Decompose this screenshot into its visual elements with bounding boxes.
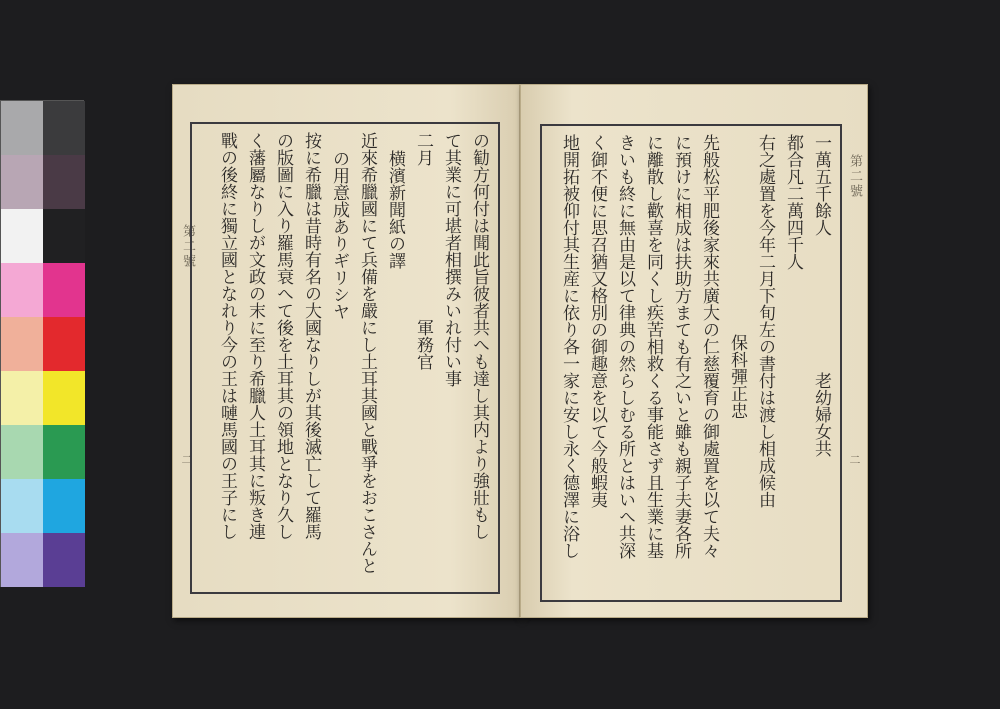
text-column: の勧方何付は聞此旨彼者共へも達し其内より強壯もし: [469, 132, 489, 540]
text-column: 地開拓被仰付其生産に依り各一家に安し永く德澤に浴し: [559, 134, 579, 559]
color-swatch: [43, 479, 85, 533]
text-column: 戰の後終に獨立國となれり今の王は嗹馬國の王子にし: [217, 132, 237, 540]
text-column: 一萬五千餘人 老幼婦女共: [811, 134, 831, 457]
text-column: に離散し歡喜を同くし疾苦相救くる事能さず且生業に基: [643, 134, 663, 559]
color-swatch: [1, 533, 43, 587]
color-swatch: [1, 371, 43, 425]
right-margin-title: 第二號: [847, 154, 862, 199]
left-text-frame: [190, 122, 500, 594]
text-column: 都合凡二萬四千人: [783, 134, 803, 270]
color-swatch: [43, 209, 85, 263]
text-column: の用意成ありギリシヤ: [329, 150, 349, 320]
text-column: く藩屬なりしが文政の末に至り希臘人土耳其に叛き連: [245, 132, 265, 540]
open-book: [172, 84, 868, 618]
text-column: く御不便に思召猶又格別の御趣意を以て今般蝦夷: [587, 134, 607, 508]
color-swatch: [1, 479, 43, 533]
left-margin-title: 第二號: [180, 224, 195, 269]
color-swatch: [43, 263, 85, 317]
color-swatch: [43, 371, 85, 425]
color-swatch: [1, 155, 43, 209]
text-column: て其業に可堪者相撰みいれ付い事: [441, 132, 461, 387]
color-swatch: [1, 317, 43, 371]
text-column: の版圖に入り羅馬衰へて後を土耳其の領地となり久し: [273, 132, 293, 540]
text-column: 横濱新聞紙の譯: [385, 150, 405, 269]
color-swatch: [1, 101, 43, 155]
text-column: 保科彈正忠: [727, 334, 747, 419]
right-text-frame: [540, 124, 842, 602]
right-margin-number: 二: [848, 454, 861, 465]
right-page: [520, 84, 868, 618]
color-swatch: [43, 155, 85, 209]
text-column: 二月 軍務官: [413, 132, 433, 370]
color-swatch: [43, 101, 85, 155]
left-text-columns: [198, 132, 492, 584]
text-column: 近來希臘國にて兵備を嚴にし土耳其國と戰爭をおこさんと: [357, 132, 377, 574]
left-page: [172, 84, 520, 618]
text-column: きいも終に無由是以て律典の然らしむる所とはいへ共深: [615, 134, 635, 559]
text-column: 按に希臘は昔時有名の大國なりしが其後滅亡して羅馬: [301, 132, 321, 540]
color-swatch: [1, 209, 43, 263]
left-margin-number: 二: [180, 454, 193, 465]
color-calibration-chart: [0, 100, 84, 587]
text-column: 右之處置を今年二月下旬左の書付は渡し相成候由: [755, 134, 775, 508]
color-swatch: [1, 263, 43, 317]
color-swatch: [1, 425, 43, 479]
text-column: 先般松平肥後家來共廣大の仁慈覆育の御處置を以て夫々: [699, 134, 719, 559]
color-swatch: [43, 425, 85, 479]
color-swatch: [43, 533, 85, 587]
color-swatch: [43, 317, 85, 371]
text-column: に預けに相成は扶助方まても有之いと雖も親子夫妻各所: [671, 134, 691, 559]
right-text-columns: [548, 134, 834, 592]
